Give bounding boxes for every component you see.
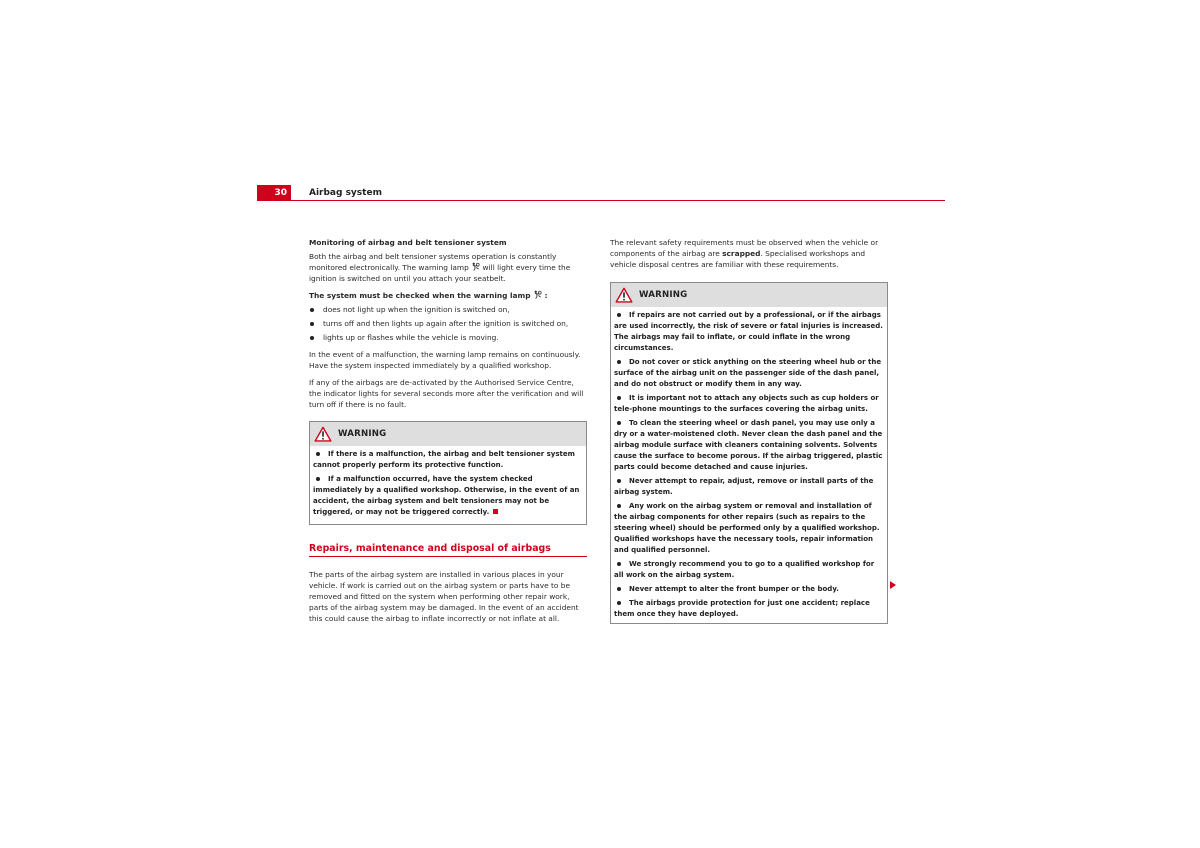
list-item: lights up or flashes while the vehicle is moving. xyxy=(309,332,587,343)
warning-item: Any work on the airbag system or removal and installation of the airbag components for other repairs (such as repairs to the steering wheel) should be performed only by a qualified workshop. Qualified workshops have the necessary tools, repair information and qualified personnel. xyxy=(614,502,880,554)
warning-item: To clean the steering wheel or dash panel, you may use only a dry or a water-moistened cloth. Never clean the dash panel and the airbag module surface with cleaners containing solvents. Solvents cause the surface to become porous. If the airbag triggered, plastic parts could become detached and cause injuries. xyxy=(614,419,883,471)
warning-item: We strongly recommend you to go to a qualified workshop for all work on the airbag system. xyxy=(614,560,875,579)
warning-triangle-icon xyxy=(615,287,633,303)
parts-paragraph: The parts of the airbag system are installed in various places in your vehicle. If work is carried out on the airbag system or parts have to be removed and fitted on the system when performing other repair work, parts of the airbag system may be damaged. In the event of an accident this could cause the airbag to inflate incorrectly or not inflate at all. xyxy=(309,570,579,623)
check-list xyxy=(309,304,587,343)
warning-header xyxy=(611,283,887,307)
warning-item: Do not cover or stick anything on the steering wheel hub or the surface of the airbag unit on the passenger side of the dash panel, and do not obstruct or modify them in any way. xyxy=(614,358,882,388)
list-item: does not light up when the ignition is switched on, xyxy=(309,304,587,315)
warning-title: WARNING xyxy=(639,290,688,300)
end-marker-icon xyxy=(493,509,498,514)
warning-box-right xyxy=(610,282,888,624)
check-heading: The system must be checked when the warning lamp : xyxy=(309,291,548,300)
header-rule xyxy=(257,200,945,201)
list-item: turns off and then lights up again after the ignition is switched on, xyxy=(309,318,587,329)
left-column xyxy=(309,237,587,416)
section-title: Repairs, maintenance and disposal of airbags xyxy=(309,543,587,557)
disposal-intro: The relevant safety requirements must be observed when the vehicle or components of the airbag are scrapped. Specialised workshops and vehicle disposal centres are familiar with these requirements. xyxy=(610,238,879,269)
airbag-lamp-icon xyxy=(471,262,480,271)
monitoring-intro: Both the airbag and belt tensioner systems operation is constantly monitored electronically. The warning lamp will light every time the ignition is switched on until you attach your seatbelt. xyxy=(309,252,571,283)
warning-item: Never attempt to alter the front bumper or the body. xyxy=(614,584,884,595)
malfunction-paragraph: In the event of a malfunction, the warning lamp remains on continuously. Have the system inspected immediately by a qualified workshop. xyxy=(309,350,581,370)
warning-item: It is important not to attach any objects such as cup holders or tele-phone mountings to the surfaces covering the airbag units. xyxy=(614,394,879,413)
warning-body xyxy=(310,446,586,524)
repairs-section xyxy=(309,543,587,630)
warning-item: If there is a malfunction, the airbag and belt tensioner system cannot properly perform its protective function. xyxy=(313,450,575,469)
warning-header xyxy=(310,422,586,446)
right-column xyxy=(610,237,890,276)
warning-body xyxy=(611,307,887,623)
warning-item: The airbags provide protection for just one accident; replace them once they have deployed. xyxy=(614,599,870,618)
warning-title: WARNING xyxy=(338,429,387,439)
monitoring-subheading: Monitoring of airbag and belt tensioner system xyxy=(309,238,507,247)
airbag-lamp-icon xyxy=(533,290,542,299)
page-number: 30 xyxy=(257,185,291,200)
continue-arrow-icon xyxy=(890,581,896,589)
warning-item: Never attempt to repair, adjust, remove or install parts of the airbag system. xyxy=(614,477,874,496)
page-title: Airbag system xyxy=(309,188,382,198)
warning-triangle-icon xyxy=(314,426,332,442)
warning-item: If repairs are not carried out by a professional, or if the airbags are used incorrectly, the risk of severe or fatal injuries is increased. The airbags may fail to inflate, or could inflate in the wrong circumstances. xyxy=(614,311,883,352)
warning-item: If a malfunction occurred, have the system checked immediately by a qualified workshop. Otherwise, in the event of an accident, the airbag system and belt tensioners may not be triggered, or may not be triggered correctly. xyxy=(313,475,580,516)
warning-box-left xyxy=(309,421,587,525)
deactivated-paragraph: If any of the airbags are de-activated by the Authorised Service Centre, the indicator lights for several seconds more after the verification and will turn off if there is no fault. xyxy=(309,378,584,409)
